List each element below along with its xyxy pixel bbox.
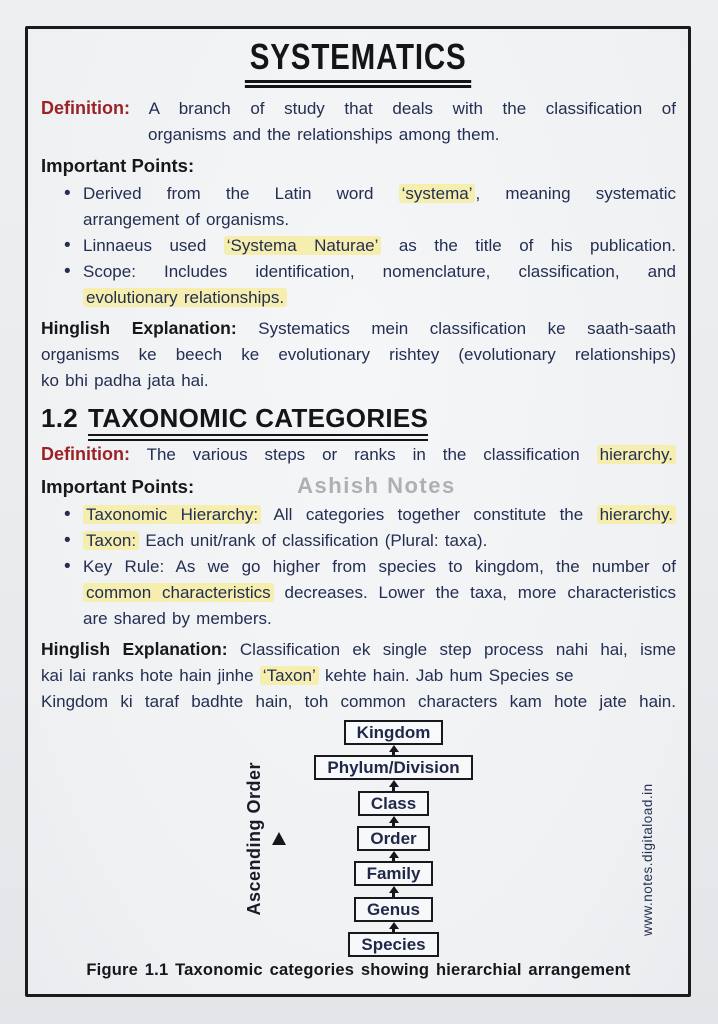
bullet-item [41,528,676,554]
bold-label: Hinglish Explanation: [41,318,237,338]
definition-systematics [41,95,676,148]
text-line [83,181,676,207]
subheading-row [41,473,676,500]
text-segment: , meaning systematic [475,184,676,203]
ascending-order-axis [244,720,286,957]
text-line [83,502,676,528]
bullet-item [41,181,676,233]
highlight: ‘Taxon’ [260,666,319,685]
taxon-box-order: Order [357,826,429,851]
text-segment: arrangement of organisms. [83,210,290,229]
text-line [83,207,676,233]
bullet-item [41,233,676,259]
text-segment: decreases. Lower the taxa, more characteristics [273,583,676,602]
text-line [83,580,676,606]
highlight: ‘Systema Naturae’ [224,236,382,255]
highlight: evolutionary relationships. [83,288,287,307]
figure-caption: Figure 1.1 Taxonomic categories showing hierarchial arrangement [86,961,631,979]
text-line [41,95,676,122]
hinglish-explanation-systematics [41,315,676,394]
text-segment: Key Rule: As we go higher from species to kingdom, the number of [83,557,676,576]
content-blocks [41,95,676,957]
hinglish-explanation-taxonomic [41,636,676,715]
text-segment: organisms ke beech ke evolutionary rishtey (evolutionary relationships) [41,345,676,364]
text-line [83,528,676,554]
text-line [41,689,676,715]
section-number: 1.2 [41,403,79,433]
text-segment: ko bhi padha jata hai. [41,371,209,390]
text-line [41,315,676,342]
text-segment: Kingdom ki taraf badhte hain, toh common characters kam hote jate hain. [41,692,676,711]
watermark-author: Ashish Notes [297,473,456,498]
taxonomy-diagram [41,720,676,957]
arrowhead-icon [389,886,399,893]
bullet-item [41,502,676,528]
notes-sheet-frame [25,26,691,997]
text-line [83,554,676,580]
text-segment: Each unit/rank of classification (Plural: taxa). [139,531,488,550]
bullet-list [41,181,676,311]
text-segment: kehte hain. Jab hum Species se [318,666,574,685]
arrowhead-icon [389,851,399,858]
text-segment: The various steps or ranks in the classification [129,445,597,464]
taxon-box-kingdom: Kingdom [344,720,444,745]
highlight: Taxon: [83,531,139,550]
text-segment: Systematics mein classification ke saath-saath [236,319,676,338]
up-arrow-icon [389,745,399,755]
taxon-box-species: Species [348,932,438,957]
highlight: ‘systema’ [399,184,476,203]
ascending-order-label: Ascending Order [244,761,265,916]
text-line [83,285,676,311]
arrowhead-icon [389,922,399,929]
subheading: Important Points: [41,155,195,176]
text-line [83,233,676,259]
taxon-box-phylum-division: Phylum/Division [314,755,472,780]
taxon-box-genus: Genus [354,897,433,922]
subheading-row [41,153,676,179]
bullet-item [41,259,676,311]
text-segment: as the title of his publication. [381,236,676,255]
highlight: common characteristics [83,583,274,602]
up-arrow-icon [389,780,399,790]
bullet-item [41,554,676,632]
text-segment: Linnaeus used [83,236,224,255]
subheading: Important Points: [41,476,195,497]
text-segment: Scope: Includes identification, nomenclature, classification, and [83,262,676,281]
bullet-list [41,502,676,632]
text-line [41,441,676,468]
highlight: Taxonomic Hierarchy: [83,505,261,524]
text-segment: kai lai ranks hote hain jinhe [41,666,260,685]
taxon-box-family: Family [354,861,434,886]
text-segment: are shared by members. [83,609,272,628]
taxonomy-levels [314,720,472,957]
text-line [41,342,676,368]
text-segment: Derived from the Latin word [83,184,399,203]
text-line [41,663,676,689]
definition-label: Definition: [41,444,130,464]
highlight: hierarchy. [597,445,676,464]
text-segment: Classification ek single step process nahi hai, isme [227,640,676,659]
arrowhead-icon [389,745,399,752]
text-line [148,122,676,148]
taxon-box-class: Class [358,791,429,816]
text-segment: A branch of study that deals with the classification of [129,99,676,118]
definition-taxonomic-categories [41,441,676,468]
ascending-arrow-icon [272,832,286,845]
section-heading [41,402,676,434]
watermark-site-url: www.notes.digitaload.in [640,783,655,936]
up-arrow-icon [389,816,399,826]
definition-label: Definition: [41,98,130,118]
up-arrow-icon [389,886,399,896]
page-title: SYSTEMATICS [245,36,472,88]
arrowhead-icon [272,832,286,845]
text-line [83,259,676,285]
title-row [41,36,676,88]
text-segment: All categories together constitute the [261,505,597,524]
arrowhead-icon [389,816,399,823]
text-line [41,636,676,663]
text-line [83,606,676,632]
bold-label: Hinglish Explanation: [41,639,228,659]
up-arrow-icon [389,851,399,861]
highlight: hierarchy. [597,505,676,524]
text-segment: organisms and the relationships among them. [148,125,500,144]
text-line [41,368,676,394]
section-title: TAXONOMIC CATEGORIES [88,403,428,441]
up-arrow-icon [389,922,399,932]
arrowhead-icon [389,780,399,787]
